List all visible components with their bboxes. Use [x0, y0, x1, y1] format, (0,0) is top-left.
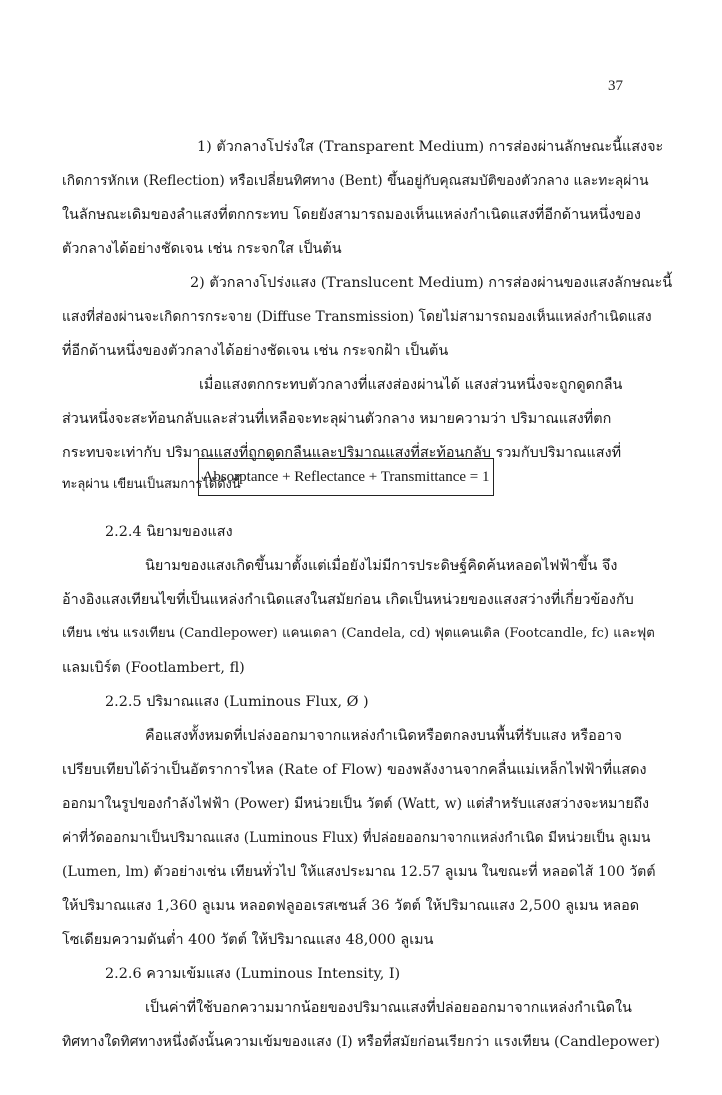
equation-box: [198, 458, 494, 496]
section-heading: 2.2.4 นิยามของแสง: [105, 524, 233, 540]
text-line: เทียน เช่น แรงเทียน (Candlepower) แคนเดลา (Candela, cd) ฟุตแคนเดิล (Footcandle, fc) และฟุต: [62, 626, 655, 641]
text-line: ค่าที่วัดออกมาเป็นปริมาณแสง (Luminous Flux) ที่ปล่อยออกมาจากแหล่งกำเนิด มีหน่วยเป็น ลูเมน: [62, 830, 651, 846]
text-line: ทิศทางใดทิศทางหนึ่งดังนั้นความเข้มของแสง (I) หรือที่สมัยก่อนเรียกว่า แรงเทียน (Candlepower): [62, 1034, 660, 1050]
text-line: ออกมาในรูปของกำลังไฟฟ้า (Power) มีหน่วยเป็น วัตต์ (Watt, w) แต่สำหรับแสงสว่างจะหมายถึง: [62, 796, 649, 812]
text-line: ให้ปริมาณแสง 1,360 ลูเมน หลอดฟลูออเรสเซนส์ 36 วัตต์ ให้ปริมาณแสง 2,500 ลูเมน หลอด: [62, 898, 640, 914]
text-line: โซเดียมความดันต่ำ 400 วัตต์ ให้ปริมาณแสง 48,000 ลูเมน: [62, 932, 434, 948]
equation-text: Absorptance + Reflectance + Transmittance = 1: [202, 468, 490, 485]
text-line: แลมเบิร์ต (Footlambert, fl): [62, 660, 245, 676]
text-line: เป็นค่าที่ใช้บอกความมากน้อยของปริมาณแสงที่ปล่อยออกมาจากแหล่งกำเนิดใน: [145, 1000, 632, 1016]
text-line: นิยามของแสงเกิดขึ้นมาตั้งแต่เมื่อยังไม่มีการประดิษฐ์คิดค้นหลอดไฟฟ้าขึ้น จึง: [145, 558, 618, 574]
text-line: กระทบจะเท่ากับ ปริมาณแสงที่ถูกดูดกลืนและปริมาณแสงที่สะท้อนกลับ รวมกับปริมาณแสงที่: [62, 445, 622, 461]
text-line: อ้างอิงแสงเทียนไขที่เป็นแหล่งกำเนิดแสงในสมัยก่อน เกิดเป็นหน่วยของแสงสว่างที่เกี่ยวข้องกับ: [62, 592, 634, 608]
text-line: 2) ตัวกลางโปร่งแสง (Translucent Medium) การส่องผ่านของแสงลักษณะนี้: [190, 275, 673, 291]
text-line: ในลักษณะเดิมของลำแสงที่ตกกระทบ โดยยังสามารถมองเห็นแหล่งกำเนิดแสงที่อีกด้านหนึ่งของ: [62, 207, 641, 223]
text-line: เมื่อแสงตกกระทบตัวกลางที่แสงส่องผ่านได้ แสงส่วนหนึ่งจะถูกดูดกลืน: [199, 377, 623, 393]
text-line: เกิดการหักเห (Reflection) หรือเปลี่ยนทิศทาง (Bent) ขึ้นอยู่กับคุณสมบัติของตัวกลาง และทะลุผ่าน: [62, 173, 649, 189]
text-line: คือแสงทั้งหมดที่เปล่งออกมาจากแหล่งกำเนิดหรือตกลงบนพื้นที่รับแสง หรืออาจ: [145, 728, 622, 744]
text-line: ที่อีกด้านหนึ่งของตัวกลางได้อย่างชัดเจน เช่น กระจกฝ้า เป็นต้น: [62, 343, 449, 359]
text-line: 1) ตัวกลางโปร่งใส (Transparent Medium) การส่องผ่านลักษณะนี้แสงจะ: [197, 139, 664, 155]
text-line: ตัวกลางได้อย่างชัดเจน เช่น กระจกใส เป็นต้น: [62, 241, 342, 257]
section-heading: 2.2.6 ความเข้มแสง (Luminous Intensity, I): [105, 966, 401, 982]
text-line: แสงที่ส่องผ่านจะเกิดการกระจาย (Diffuse Transmission) โดยไม่สามารถมองเห็นแหล่งกำเนิดแสง: [62, 309, 652, 325]
text-line: ทะลุผ่าน เขียนเป็นสมการได้ดังนี้: [62, 477, 241, 492]
text-line: เปรียบเทียบได้ว่าเป็นอัตราการไหล (Rate of Flow) ของพลังงานจากคลื่นแม่เหล็กไฟฟ้าที่แสดง: [62, 762, 647, 778]
page-number: 37: [608, 78, 623, 94]
section-heading: 2.2.5 ปริมาณแสง (Luminous Flux, Ø ): [105, 694, 369, 710]
text-line: ส่วนหนึ่งจะสะท้อนกลับและส่วนที่เหลือจะทะลุผ่านตัวกลาง หมายความว่า ปริมาณแสงที่ตก: [62, 411, 612, 427]
text-line: (Lumen, lm) ตัวอย่างเช่น เทียนทั่วไป ให้แสงประมาณ 12.57 ลูเมน ในขณะที่ หลอดไส้ 100 วัตต์: [62, 864, 656, 880]
